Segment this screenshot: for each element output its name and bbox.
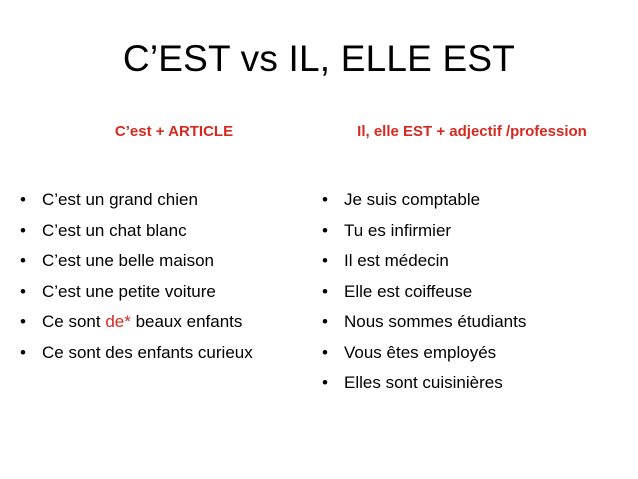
left-column-heading: C’est + ARTICLE: [114, 123, 234, 140]
list-item: [20, 246, 312, 277]
list-item-text-suffix: beaux enfants: [130, 312, 243, 331]
bullet-icon: •: [20, 281, 26, 301]
left-bullet-list: [20, 185, 312, 368]
list-item: [20, 307, 312, 338]
bullet-icon: •: [322, 342, 328, 362]
list-item-text: C’est un chat blanc: [42, 220, 187, 240]
list-item-text: Il est médecin: [344, 251, 449, 270]
right-column: [322, 122, 622, 392]
list-item: [322, 307, 622, 338]
bullet-icon: •: [20, 251, 26, 270]
list-item: [20, 185, 312, 216]
bullet-icon: •: [322, 190, 328, 209]
bullet-icon: •: [322, 373, 328, 392]
list-item: [322, 246, 622, 277]
bullet-icon: •: [322, 220, 328, 240]
bullet-icon: •: [20, 220, 26, 240]
list-item: [322, 368, 622, 399]
list-item-text: Ce sont des enfants curieux: [42, 342, 253, 362]
list-item-text: C’est un grand chien: [42, 190, 198, 209]
list-item: [322, 216, 622, 247]
list-item-text: Vous êtes employés: [344, 342, 497, 362]
list-item: [322, 338, 622, 369]
list-item-text-prefix: Ce sont: [42, 312, 106, 331]
list-item-text: [42, 312, 242, 331]
list-item: [20, 277, 312, 308]
bullet-icon: •: [20, 342, 26, 362]
highlighted-partitive: de*: [105, 312, 131, 331]
list-item: [322, 277, 622, 308]
list-item-text: Elle est coiffeuse: [344, 281, 473, 301]
list-item-text: C’est une petite voiture: [42, 281, 216, 301]
right-column-heading: Il, elle EST + adjectif /profession: [357, 123, 587, 140]
list-item: [20, 338, 312, 369]
list-item-text: Nous sommes étudiants: [344, 312, 527, 331]
list-item-text: C’est une belle maison: [42, 251, 214, 270]
bullet-icon: •: [322, 312, 328, 331]
bullet-icon: •: [20, 190, 26, 209]
list-item-text: Elles sont cuisinières: [344, 373, 503, 392]
list-item-text: Tu es infirmier: [344, 220, 452, 240]
bullet-icon: •: [322, 251, 328, 270]
bullet-icon: •: [322, 281, 328, 301]
left-column: [20, 122, 312, 362]
list-item: [322, 185, 622, 216]
right-bullet-list: [322, 185, 622, 399]
list-item-text: Je suis comptable: [344, 190, 481, 209]
slide-title: C’EST vs IL, ELLE EST: [122, 38, 516, 79]
bullet-icon: •: [20, 312, 26, 331]
list-item: [20, 216, 312, 247]
